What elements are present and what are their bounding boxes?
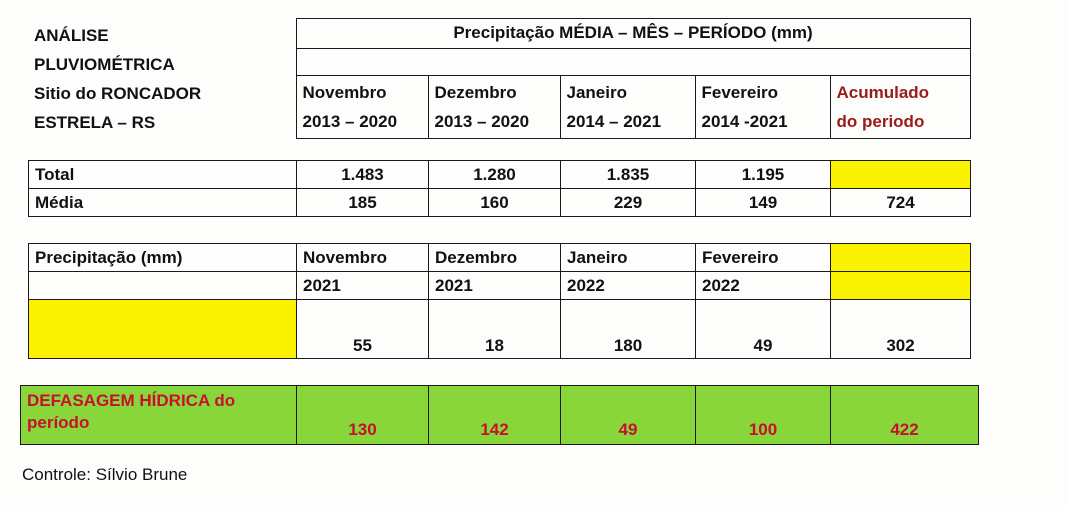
precip-accum-highlight-1	[831, 244, 971, 272]
precip-value-nov: 55	[297, 300, 429, 359]
credit-text: Controle: Sílvio Brune	[22, 465, 188, 484]
precip-label: Precipitação (mm)	[29, 244, 297, 272]
precip-accum: 302	[831, 300, 971, 359]
deficit-table	[20, 385, 979, 445]
accum-header: Acumulado do periodo	[830, 76, 970, 139]
media-nov: 185	[297, 189, 429, 217]
header-table	[28, 18, 971, 139]
table-row	[29, 244, 971, 272]
analysis-line-3: Sitio do RONCADOR	[34, 83, 202, 103]
table-row	[29, 300, 971, 359]
precip-year-jan: 2022	[561, 272, 696, 300]
precip-value-feb: 49	[696, 300, 831, 359]
blank-row	[296, 48, 970, 76]
analysis-line-2: PLUVIOMÉTRICA	[34, 54, 175, 74]
media-jan: 229	[561, 189, 696, 217]
analysis-title-cell	[28, 19, 296, 139]
media-feb: 149	[696, 189, 831, 217]
deficit-jan: 49	[561, 386, 696, 445]
table-row	[29, 161, 971, 189]
analysis-line-4: ESTRELA – RS	[34, 112, 156, 132]
month-header-feb: Fevereiro 2014 -2021	[695, 76, 830, 139]
precip-year-dec: 2021	[429, 272, 561, 300]
total-jan: 1.835	[561, 161, 696, 189]
media-accum: 724	[831, 189, 971, 217]
media-dec: 160	[429, 189, 561, 217]
total-feb: 1.195	[696, 161, 831, 189]
total-nov: 1.483	[297, 161, 429, 189]
media-label: Média	[29, 189, 297, 217]
table-row	[29, 189, 971, 217]
month-header-jan: Janeiro 2014 – 2021	[560, 76, 695, 139]
deficit-accum: 422	[831, 386, 979, 445]
precip-month-nov: Novembro	[297, 244, 429, 272]
deficit-feb: 100	[696, 386, 831, 445]
total-accum-highlight	[831, 161, 971, 189]
deficit-nov: 130	[297, 386, 429, 445]
precip-value-jan: 180	[561, 300, 696, 359]
precip-year-nov: 2021	[297, 272, 429, 300]
total-dec: 1.280	[429, 161, 561, 189]
analysis-line-1: ANÁLISE	[34, 25, 109, 45]
precip-month-dec: Dezembro	[429, 244, 561, 272]
total-label: Total	[29, 161, 297, 189]
totals-table	[28, 160, 971, 217]
precip-year-feb: 2022	[696, 272, 831, 300]
precip-value-dec: 18	[429, 300, 561, 359]
table-row	[21, 386, 979, 445]
precip-month-jan: Janeiro	[561, 244, 696, 272]
month-header-dec: Dezembro 2013 – 2020	[428, 76, 560, 139]
table-row	[29, 272, 971, 300]
month-header-nov: Novembro 2013 – 2020	[296, 76, 428, 139]
precip-accum-highlight-2	[831, 272, 971, 300]
table-title: Precipitação MÉDIA – MÊS – PERÍODO (mm)	[296, 19, 970, 49]
precip-empty	[29, 272, 297, 300]
deficit-dec: 142	[429, 386, 561, 445]
precip-month-feb: Fevereiro	[696, 244, 831, 272]
deficit-label: DEFASAGEM HÍDRICA do período	[21, 386, 297, 445]
precip-yellow-block	[29, 300, 297, 359]
precipitation-table	[28, 243, 971, 359]
